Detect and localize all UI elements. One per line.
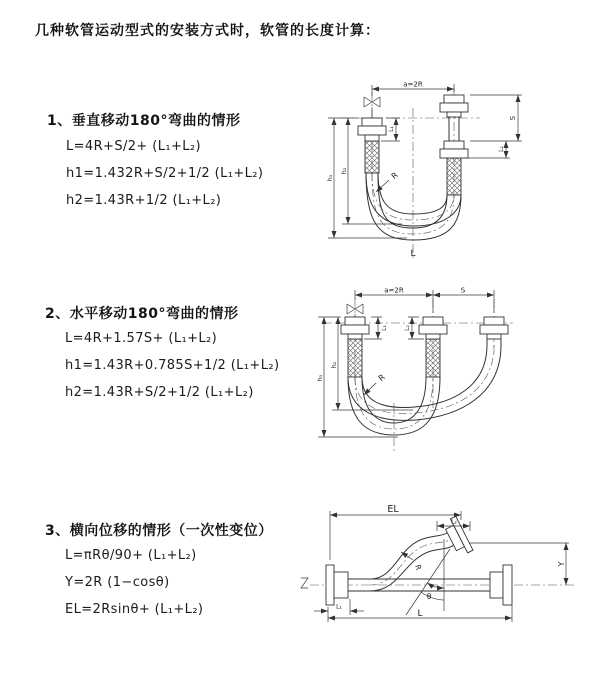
dim-s-label: S — [509, 115, 517, 121]
phantom-right-flange — [490, 565, 512, 605]
dimension-l — [328, 605, 512, 622]
section-2-formula-h2: h2=1.43R+S/2+1/2 (L₁+L₂) — [65, 385, 254, 400]
braided-hose-sections — [348, 339, 440, 377]
section-3-formula-EL: EL=2Rsinθ+ (L₁+L₂) — [65, 602, 204, 617]
dim-h2-label: h₂ — [340, 167, 348, 175]
dim-a-label: a=2R — [384, 286, 404, 295]
section-1-formula-h1: h1=1.432R+S/2+1/2 (L₁+L₂) — [66, 166, 264, 181]
middle-fitting-moved — [419, 317, 447, 339]
dimension-l1 — [314, 599, 364, 615]
dimension-s — [433, 287, 494, 296]
section-1-formula-L: L=4R+S/2+ (L₁+L₂) — [66, 139, 202, 154]
dim-h1-label: h₁ — [326, 174, 334, 182]
dim-el-label: EL — [387, 504, 399, 515]
dim-l2-label: L₂ — [451, 518, 457, 526]
dim-a-label: a=2R — [403, 80, 423, 89]
dim-l1-label: L₁ — [381, 325, 388, 331]
hose-wide-u — [348, 345, 501, 420]
right-fitting-moved — [440, 141, 468, 158]
break-symbol — [301, 578, 308, 588]
dimension-y — [557, 543, 566, 585]
section-2-formula-L: L=4R+1.57S+ (L₁+L₂) — [65, 331, 218, 346]
section-3-formula-L: L=πRθ/90+ (L₁+L₂) — [65, 548, 197, 563]
section-2-heading: 2、水平移动180°弯曲的情形 — [45, 306, 239, 322]
length-label: L — [410, 249, 416, 259]
dimension-a2r — [355, 287, 494, 314]
dimension-a2r — [372, 81, 454, 97]
diagram-lateral-displacement — [298, 503, 600, 648]
radius-label: R — [376, 372, 387, 384]
diagram-vertical-180-bend — [312, 78, 598, 263]
radius-label: R — [389, 170, 400, 182]
dim-h2-label: h₂ — [330, 361, 338, 369]
section-1-formula-h2: h2=1.43R+1/2 (L₁+L₂) — [66, 193, 222, 208]
dim-s-label: S — [460, 286, 466, 295]
left-fitting — [358, 118, 386, 141]
dimension-l2 — [463, 141, 510, 158]
displaced-flange — [442, 516, 473, 557]
diagram-horizontal-180-bend — [308, 283, 600, 463]
radius-callout — [364, 372, 387, 395]
dimension-el — [330, 504, 461, 560]
dim-h1-label: h₁ — [316, 374, 324, 382]
dim-l1-label: L₁ — [388, 126, 395, 132]
section-3-formula-Y: Y=2R (1−cosθ) — [65, 575, 170, 590]
right-fitting-initial — [440, 95, 468, 117]
left-fitting — [341, 317, 369, 339]
angle-construction — [406, 539, 450, 615]
page-title: 几种软管运动型式的安装方式时，软管的长度计算： — [35, 23, 380, 39]
angle-theta-label: θ — [426, 592, 432, 601]
dim-l2-label: L₂ — [404, 325, 411, 331]
section-1-heading: 1、垂直移动180°弯曲的情形 — [47, 113, 241, 129]
dim-l2-label: L₂ — [498, 146, 505, 152]
radius-label: R — [413, 563, 424, 572]
section-2-formula-h1: h1=1.43R+0.785S+1/2 (L₁+L₂) — [65, 358, 280, 373]
dim-l-label: L — [417, 609, 423, 619]
section-3-heading: 3、横向位移的情形（一次性变位） — [45, 523, 273, 539]
dim-l1-label: L₁ — [336, 603, 342, 611]
dim-y-label: Y — [557, 561, 566, 567]
radius-callout — [376, 170, 400, 192]
